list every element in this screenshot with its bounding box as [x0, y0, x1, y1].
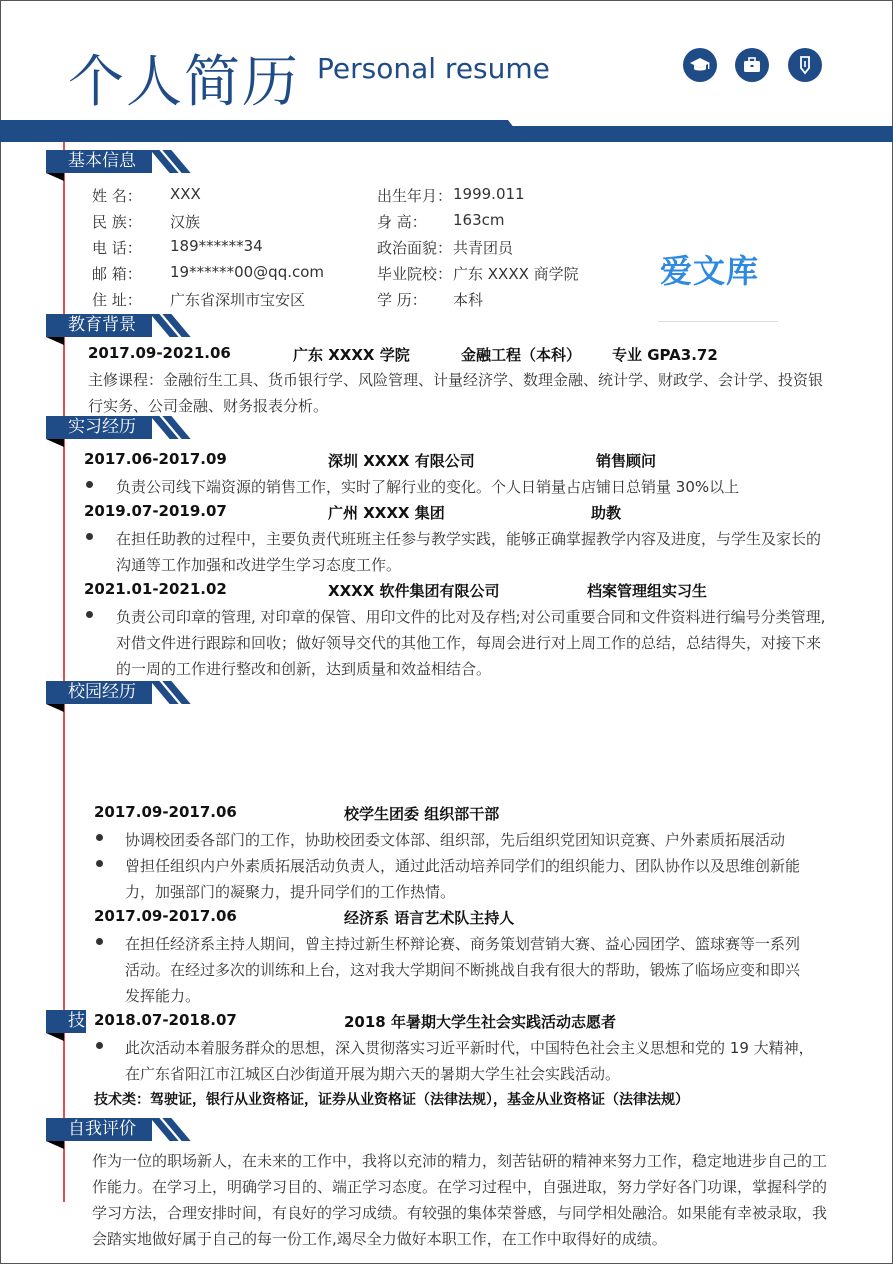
fold: [46, 439, 64, 447]
section-title: 实习经历: [46, 416, 152, 439]
watermark-underline: [658, 321, 778, 322]
degree-label: 学 历：: [377, 291, 427, 309]
campus-desc-line: 协调校团委各部门的工作，协助校团委文体部、组织部，先后组织党团知识竞赛、户外素质拓展活动: [125, 831, 786, 849]
self-eval-line: 作为一位的职场新人，在未来的工作中，我将以充沛的精力，刻苦钻研的精神来努力工作，稳定地进步自己的工: [92, 1152, 828, 1170]
address-label: 住 址：: [92, 291, 142, 309]
phone-value: 189******34: [170, 237, 263, 255]
intern-desc-line: 负责公司印章的管理, 对印章的保管、用印文件的比对及存档;对公司重要合同和文件资料进行编号分类管理,: [116, 608, 826, 626]
section-title: 自我评价: [46, 1118, 152, 1141]
campus-desc-line: 此次活动本着服务群众的思想，深入贯彻落实习近平新时代，中国特色社会主义思想和党的 19 大精神，: [125, 1039, 814, 1057]
address-value: 广东省深圳市宝安区: [170, 291, 306, 309]
intern-role: 档案管理组实习生: [587, 582, 708, 600]
politics-value: 共青团员: [453, 239, 514, 257]
nation-value: 汉族: [170, 213, 201, 231]
self-eval-line: 学习方法，合理安排时间，有良好的学习成绩。有较强的集体荣誉感，与同学相处融洽。如果能有幸被录取，我: [92, 1204, 828, 1222]
campus-title: 经济系 语言艺术队主持人: [344, 909, 515, 927]
campus-period: 2017.09-2017.06: [94, 803, 237, 821]
timeline-line: [63, 142, 65, 1202]
edu-courses-line: 行实务、公司金融、财务报表分析。: [88, 397, 329, 415]
edu-major: 金融工程（本科）: [461, 346, 582, 364]
briefcase-icon: [735, 48, 769, 82]
intern-desc-line: 沟通等工作加强和改进学生学习态度工作。: [116, 556, 402, 574]
height-value: 163cm: [453, 211, 505, 229]
pen-icon: [788, 48, 822, 82]
email-value: 19******00@qq.com: [170, 263, 325, 281]
campus-period: 2018.07-2018.07: [94, 1011, 243, 1029]
intern-desc-line: 对借文件进行跟踪和回收；做好领导交代的其他工作，每周会进行对上周工作的总结，总结得失，对接下来: [116, 634, 822, 652]
bullet: [86, 533, 93, 540]
fold: [46, 704, 64, 712]
bullet: [96, 834, 103, 841]
intern-desc-line: 负责公司线下端资源的销售工作，实时了解行业的变化。个人日销量占店铺日总销量 30%以上: [116, 478, 740, 496]
birth-value: 1999.011: [453, 185, 525, 203]
intern-desc-line: 的一周的工作进行整改和创新，达到质量和效益相结合。: [116, 660, 492, 678]
self-eval-line: 会踏实地做好属于自己的每一份工作,竭尽全力做好本职工作，在工作中取得好的成绩。: [92, 1230, 667, 1248]
fold: [46, 1141, 64, 1149]
skills-line: 技术类：驾驶证，银行从业资格证，证券从业资格证（法律法规），基金从业资格证（法律法规）: [94, 1092, 689, 1108]
intern-period: 2019.07-2019.07: [84, 502, 227, 520]
phone-label: 电 话：: [92, 239, 142, 257]
intern-role: 销售顾问: [596, 452, 657, 470]
resume-title: 个人简历: [68, 50, 300, 115]
edu-period: 2017.09-2021.06: [88, 344, 231, 362]
name-label: 姓 名：: [92, 187, 142, 205]
bullet: [86, 481, 93, 488]
campus-desc-line: 力，加强部门的凝聚力，提升同学们的工作热情。: [125, 883, 456, 901]
section-title: 技: [46, 1010, 86, 1033]
intern-company: XXXX 软件集团有限公司: [328, 582, 500, 600]
watermark-logo: 爱文库: [660, 252, 760, 290]
intern-company: 广州 XXXX 集团: [328, 504, 445, 522]
politics-label: 政治面貌：: [377, 239, 453, 257]
graduation-cap-icon: [683, 48, 717, 82]
fold: [46, 337, 64, 345]
degree-value: 本科: [453, 291, 484, 309]
edu-school: 广东 XXXX 学院: [293, 346, 410, 364]
campus-desc-line: 发挥能力。: [125, 987, 201, 1005]
bullet: [96, 1042, 103, 1049]
bullet: [96, 860, 103, 867]
bullet: [96, 938, 103, 945]
campus-desc-line: 在担任经济系主持人期间，曾主持过新生杯辩论赛、商务策划营销大赛、益心园团学、篮球赛等一系列: [125, 935, 801, 953]
section-title: 基本信息: [46, 150, 152, 173]
campus-desc-line: 曾担任组织内户外素质拓展活动负责人，通过此活动培养同学们的组织能力、团队协作以及思维创新能: [125, 857, 801, 875]
intern-company: 深圳 XXXX 有限公司: [328, 452, 475, 470]
intern-role: 助教: [591, 504, 622, 522]
birth-label: 出生年月：: [377, 187, 453, 205]
edu-courses-line: 主修课程：金融衍生工具、货币银行学、风险管理、计量经济学、数理金融、统计学、财政学、会计学、投资银: [88, 371, 824, 389]
intern-desc-line: 在担任助教的过程中，主要负责代班班主任参与教学实践，能够正确掌握教学内容及进度，与学生及家长的: [116, 530, 822, 548]
fold: [46, 173, 64, 181]
bullet: [86, 611, 93, 618]
intern-period: 2021.01-2021.02: [84, 580, 227, 598]
fold: [46, 1033, 64, 1041]
campus-title: 2018 年暑期大学生社会实践活动志愿者: [344, 1013, 616, 1031]
school-label: 毕业院校：: [377, 265, 453, 283]
resume-subtitle: Personal resume: [317, 52, 550, 85]
self-eval-line: 作能力。在学习上，明确学习目的、端正学习态度。在学习过程中，自强进取，努力学好各门功课，掌握科学的: [92, 1178, 828, 1196]
school-value: 广东 XXXX 商学院: [453, 265, 579, 283]
campus-period: 2017.09-2017.06: [94, 907, 237, 925]
campus-desc-line: 活动。在经过多次的训练和上台，这对我大学期间不断挑战自我有很大的帮助，锻炼了临场应变和即兴: [125, 961, 801, 979]
campus-title: 校学生团委 组织部干部: [344, 805, 500, 823]
nation-label: 民 族：: [92, 213, 142, 231]
name-value: XXX: [170, 185, 201, 203]
edu-gpa: 专业 GPA3.72: [612, 346, 718, 364]
header-band-left: [0, 120, 525, 142]
section-title: 教育背景: [46, 314, 152, 337]
intern-period: 2017.06-2017.09: [84, 450, 227, 468]
height-label: 身 高：: [377, 213, 427, 231]
header-band-right: [512, 126, 893, 142]
section-title: 校园经历: [46, 681, 152, 704]
campus-desc-line: 在广东省阳江市江城区白沙街道开展为期六天的暑期大学生社会实践活动。: [125, 1065, 621, 1083]
email-label: 邮 箱：: [92, 265, 142, 283]
